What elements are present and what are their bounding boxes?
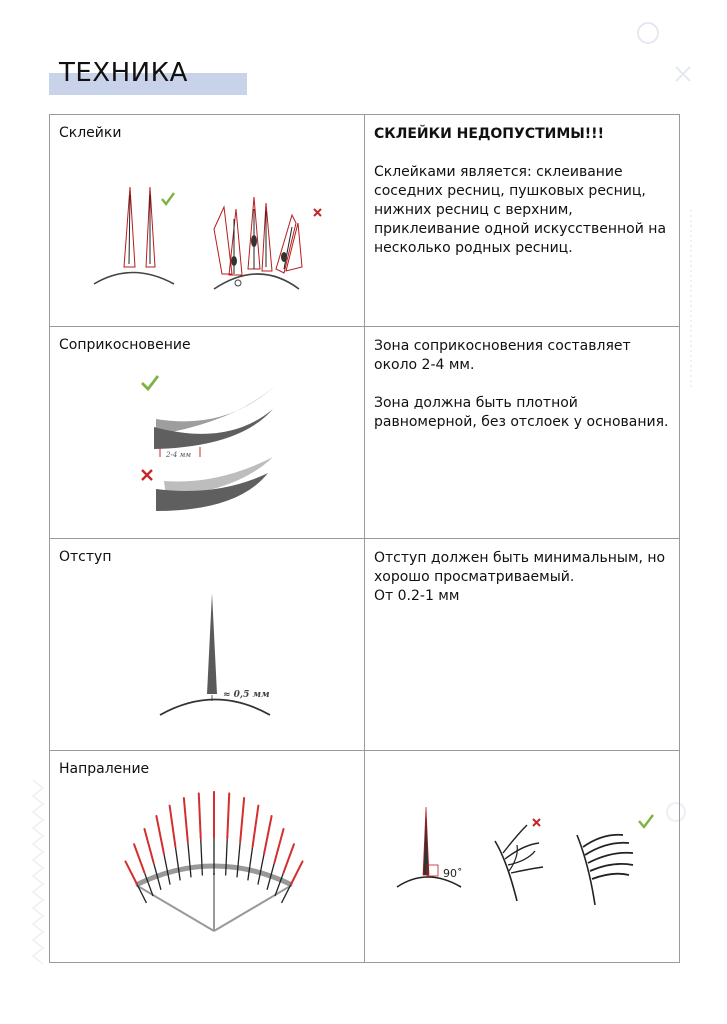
cell-description	[365, 115, 680, 327]
cell-figure	[50, 751, 365, 963]
table-row	[50, 115, 680, 327]
row-text: Отступ должен быть минимальным, но хорошо просматриваемый.	[374, 550, 666, 585]
lash-tip	[264, 816, 272, 854]
lash-tip	[291, 861, 303, 884]
lash-tip	[199, 793, 201, 838]
lash-tip	[240, 798, 244, 842]
lash-base	[164, 854, 170, 885]
row-label: Склейки	[59, 125, 122, 141]
decor-dotted-line	[688, 210, 694, 390]
offset-size-label: ≈ 0,5 мм	[223, 690, 270, 700]
check-icon	[162, 193, 174, 204]
lash-base	[248, 847, 253, 881]
technique-table	[49, 114, 680, 963]
lash-tip	[227, 793, 229, 838]
lash-base	[201, 839, 203, 876]
table-row	[50, 327, 680, 539]
decor-circle-top	[635, 20, 661, 46]
check-icon	[142, 376, 158, 389]
cell-figure-right	[365, 751, 680, 963]
table-row	[50, 751, 680, 963]
row-text: От 0.2-1 мм	[374, 588, 460, 604]
cell-figure	[50, 327, 365, 539]
lash-base	[226, 839, 228, 876]
direction-fan-illustration	[116, 785, 312, 945]
lash-base	[188, 842, 191, 878]
lash-base	[258, 854, 264, 885]
row-text: Зона должна быть плотной равномерной, без отслоек у основания.	[374, 395, 669, 430]
gluing-illustration	[84, 149, 342, 309]
check-icon	[639, 815, 653, 827]
contact-illustration	[128, 361, 308, 531]
row-label: Отступ	[59, 549, 112, 565]
offset-illustration	[130, 569, 300, 739]
row-label: Соприкосновение	[59, 337, 191, 353]
page-title-block	[49, 56, 249, 98]
lash-base	[282, 884, 291, 903]
decor-zigzag	[30, 780, 46, 965]
lash-tip	[144, 829, 153, 862]
lash-tip	[125, 861, 137, 884]
table-row	[50, 539, 680, 751]
cross-icon	[142, 470, 152, 480]
lash-base	[175, 847, 180, 881]
cross-icon	[314, 209, 321, 216]
cross-icon	[533, 819, 540, 826]
row-text: Зона соприкосновения составляет около 2-4 мм.	[374, 338, 631, 373]
lash-base	[137, 884, 146, 903]
contact-size-label: 2-4 мм	[166, 451, 192, 459]
row-text: Склейками является: склеивание соседних ресниц, пушковых ресниц, нижних ресниц с верхним, приклеивание одной искусственной на несколько родных ресниц.	[374, 164, 667, 256]
lash-tip	[156, 816, 164, 854]
cell-description	[365, 539, 680, 751]
lash-tip	[134, 844, 144, 872]
lash-base	[237, 842, 240, 878]
cell-description	[365, 327, 680, 539]
lash-tip	[274, 829, 283, 862]
cell-figure	[50, 539, 365, 751]
lash-tip	[170, 806, 176, 847]
direction-angle-illustration	[377, 805, 667, 915]
page-title: ТЕХНИКА	[59, 58, 188, 88]
lash-tip	[253, 806, 259, 847]
cell-figure	[50, 115, 365, 327]
lash-tip	[184, 798, 188, 842]
row-heading: СКЛЕЙКИ НЕДОПУСТИМЫ!!!	[374, 126, 604, 142]
decor-cross-icon	[674, 65, 692, 83]
lash-tip	[284, 844, 294, 872]
row-label: Напраление	[59, 761, 150, 777]
angle-label: 90˚	[443, 867, 463, 880]
